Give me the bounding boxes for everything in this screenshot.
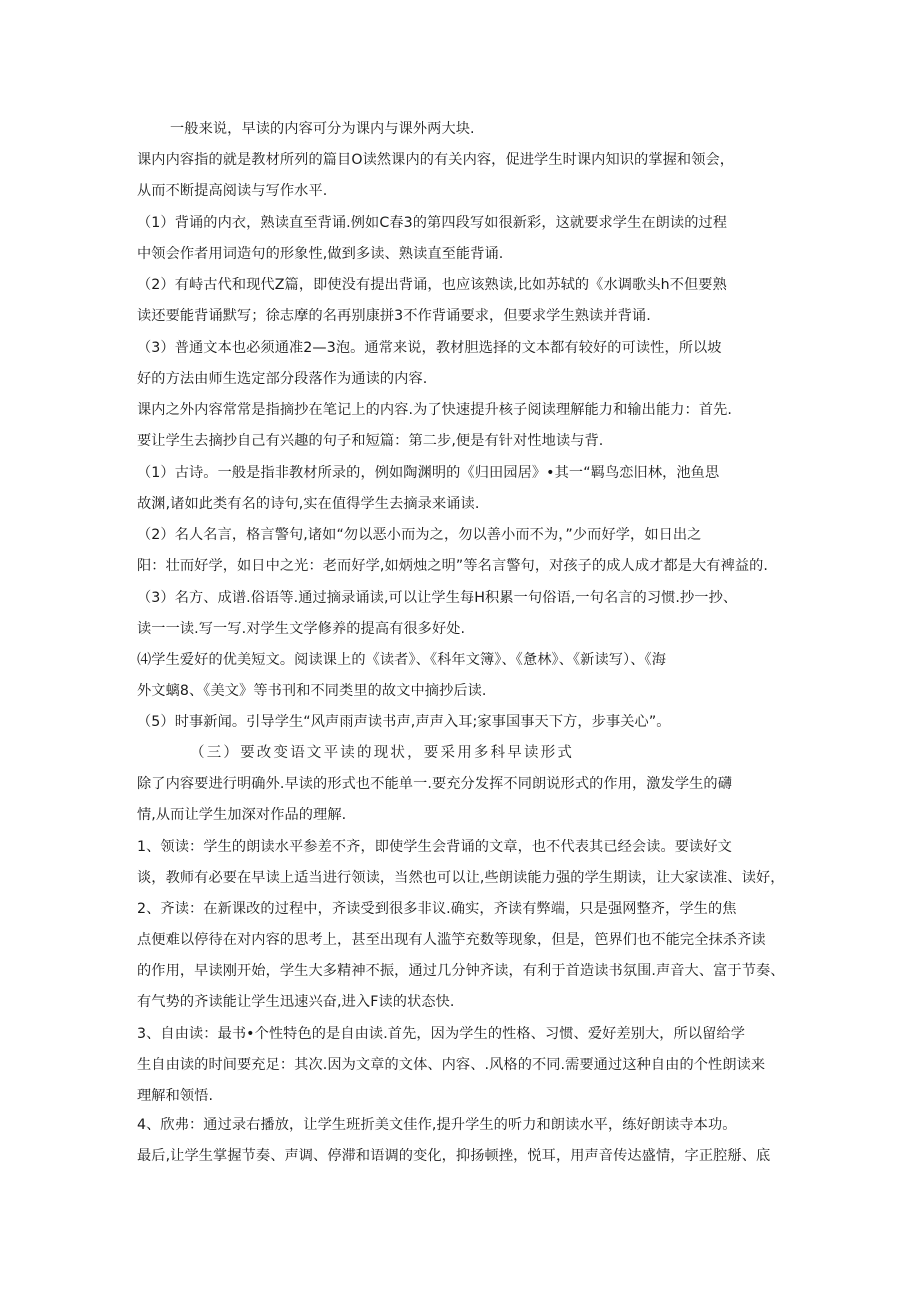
paragraph-appreciation: 4、欣弗：通过录右播放，让学生班折美文佳作,提升学生的听力和朗读水平，练好朗读寺本功。 最后,让学生掌握节奏、声调、停滞和语调的变化，抑扬顿挫，悦耳，用声音传达盛情，字正腔掰、底	[137, 1117, 771, 1164]
paragraph-choral-reading: 2、齐读：在新课改的过程中，齐读受到很多非议.确实，齐读有弊端，只是强网整齐，学生的焦 点便难以停待在对内容的思考上，甚至出现有人滥竽充数等现象，但是，笆界们也不能完全抹杀齐读 的作用，早读刚开始，学生大多精神不振，通过几分钟齐读，有利于首造读书氛围.声音大、富于节奏、 有气势的齐读能让学生迅速兴奋,进入F读的状态快.	[137, 901, 785, 1010]
paragraph-news: （5）时事新闻。引导学生“风声雨声读书声,声声入耳;家事国事天下方，步事关心”。	[137, 714, 671, 730]
paragraph-extracurricular: 课内之外内容常常是指摘抄在笔记上的内容.为了快速提升核子阅读理解能力和输出能力：首先. 要让学生去摘抄自己有兴趣的句子和短篇：第二步,便是有针对性地读与背.	[137, 402, 733, 449]
paragraph-intro: 一般来说，早读的内容可分为课内与课外两大块.	[170, 121, 475, 137]
paragraph-free-reading: 3、自由读：最书•个性特色的是自由读.首先，因为学生的性格、习惯、爱好差别大，所以留给学 生自由读的时间要充足：其次.因为文章的文体、内容、.风格的不同.需要通过这种自由的个性朗读来 理解和领悟.	[137, 1026, 766, 1104]
paragraph-in-class: 课内内容指的就是教材所列的篇目O读然课内的有关内容，促进学生时课内知识的掌握和领会， 从而不断提高阅读与写作水平.	[137, 152, 735, 199]
paragraph-classic: （2）有峙古代和现代Z篇，即使没有提出背诵，也应该熟读,比如苏轼的《水调歌头h不但要熟 读还要能背诵默写；徐志摩的名再别康拼3不作背诵要求，但要求学生熟读并背诵.	[137, 277, 727, 324]
paragraph-proverbs: （3）名方、成谱.俗语等.通过摘录诵读,可以让学生每H积累一句俗语,一句名言的习惯.抄一抄、 读一一读.写一写.对学生文学修养的提高有很多好处.	[137, 590, 738, 637]
paragraph-essays: ⑷学生爱好的优美短文。阅读课上的《读者》、《科年文簿》、《惫林》、《新读写）、《海 外文螭8、《美文》等书刊和不同类里的故文中摘抄后读.	[137, 652, 666, 699]
section-heading: （三）要改变语文平读的现状，要采用多科早读形式	[190, 745, 575, 761]
paragraph-lead-reading: 1、领读：学生的朗读水平参差不齐，即使学生会背诵的文章，也不代表其已经会读。要读好文 谈，教师有必要在早读上适当进行领读，当然也可以让,些朗读能力强的学生期读，让大家读准、读好，	[137, 839, 785, 886]
paragraph-quotes: （2）名人名言，格言警句,诸如“勿以恶小而为之，勿以善小而不为，”少而好学，如日出之 阳：壮而好学，如日中之光：老而好学,如炳烛之明”等名言警句，对孩子的成人成才都是大有裨益的.	[137, 527, 769, 574]
paragraph-poems: （1）古诗。一般是指非教材所录的，例如陶渊明的《归田园居》•其一“羁鸟恋旧林，池鱼思 故渊,诸如此类有名的诗句,实在值得学生去摘录来诵读.	[137, 465, 720, 512]
paragraph-recite: （1）背诵的内衣，熟读直至背诵.例如C春3的第四段写如很新彩，这就要求学生在朗读的过程 中领会作者用词造句的形象性,做到多读、熟读直至能背诵.	[137, 215, 728, 262]
paragraph-general-text: （3）普通文本也必须通准2—3泡。通常来说，教材胆选择的文本都有较好的可读性，所以坡 好的方法由师生选定部分段落作为通读的内容.	[137, 340, 722, 387]
paragraph-forms: 除了内容要进行明确外.早读的形式也不能单一.要充分发挥不同朗说形式的作用，激发学生的礴 情,从而让学生加深对作品的理解.	[137, 776, 733, 823]
